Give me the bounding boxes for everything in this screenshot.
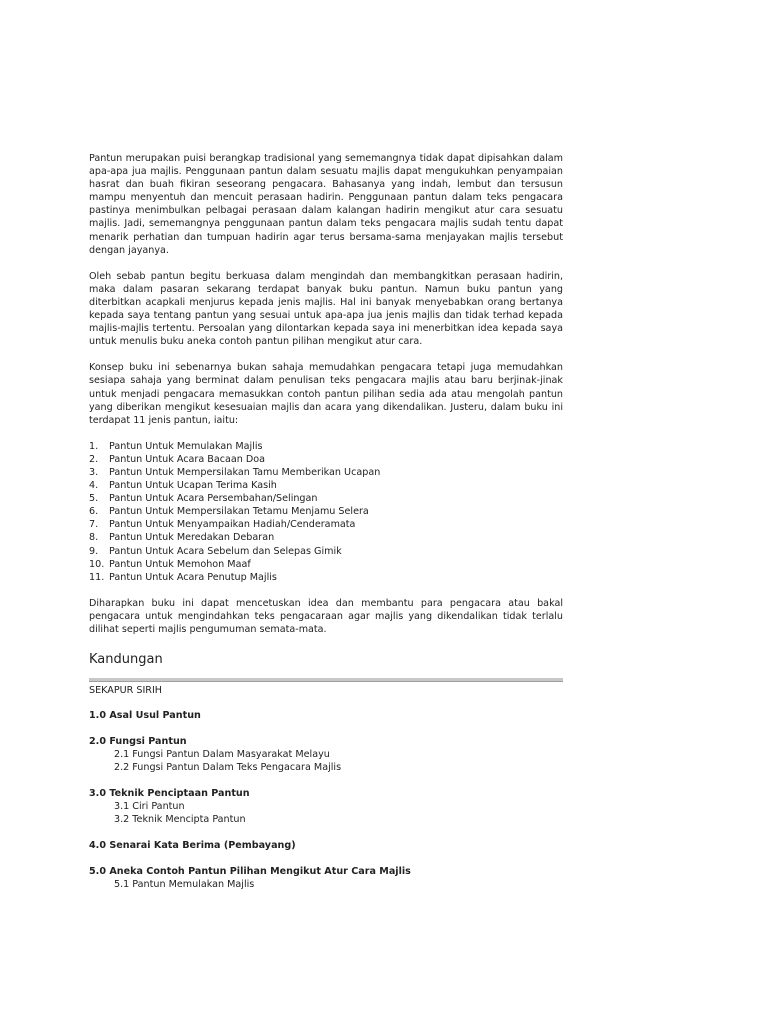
toc-section-title: 2.0 Fungsi Pantun — [89, 736, 187, 747]
toc-subsection: 5.1 Pantun Memulakan Majlis — [114, 879, 255, 890]
list-item: 7. Pantun Untuk Menyampaikan Hadiah/Cenderamata — [89, 519, 356, 531]
toc-section — [89, 735, 563, 774]
list-item: 6. Pantun Untuk Mempersilakan Tetamu Menjamu Selera — [89, 506, 369, 518]
toc-subsection: 2.1 Fungsi Pantun Dalam Masyarakat Melayu — [114, 749, 330, 760]
toc-section — [89, 865, 563, 891]
list-item: 8. Pantun Untuk Meredakan Debaran — [89, 532, 275, 544]
intro-paragraph-3: Konsep buku ini sebenarnya bukan sahaja memudahkan pengacara tetapi juga memudahkan sesiapa sahaja yang berminat dalam penulisan teks pengacara majlis atau baru berjinak-jinak untuk menjadi pengacara memasukkan contoh pantun pilihan sedia ada atau mengolah pantun yang diberikan mengikut kesesuaian majlis dan acara yang dikendalikan. Justeru, dalam buku ini terdapat 11 jenis pantun, iaitu: — [89, 362, 563, 426]
intro-paragraph-1: Pantun merupakan puisi berangkap tradisional yang sememangnya tidak dapat dipisahkan dalam apa-apa jua majlis. Penggunaan pantun dalam sesuatu majlis dapat mengukuhkan penyampaian hasrat dan buah fikiran seseorang pengacara. Bahasanya yang indah, lembut dan tersusun mampu menyentuh dan mencuit perasaan hadirin. Penggunaan pantun dalam teks pengacara pastinya menimbulkan pelbagai perasaan dalam kalangan hadirin mengikut atur cara sesuatu majlis. Jadi, sememangnya penggunaan pantun dalam teks pengacara majlis sudah tentu dapat menarik perhatian dan tumpuan hadirin agar terus bersama-sama menjayakan majlis tersebut dengan jayanya. — [89, 153, 563, 256]
list-item: 4. Pantun Untuk Ucapan Terima Kasih — [89, 480, 277, 492]
table-of-contents — [89, 684, 563, 904]
list-item: 10. Pantun Untuk Memohon Maaf — [89, 558, 251, 570]
list-item: 2. Pantun Untuk Acara Bacaan Doa — [89, 453, 266, 465]
toc-section-title: 1.0 Asal Usul Pantun — [89, 710, 201, 721]
list-item: 9. Pantun Untuk Acara Sebelum dan Selepas Gimik — [89, 545, 342, 557]
list-item: 5. Pantun Untuk Acara Persembahan/Selingan — [89, 493, 318, 505]
list-item: 3. Pantun Untuk Mempersilakan Tamu Memberikan Ucapan — [89, 466, 381, 478]
pantun-type-list — [89, 440, 563, 584]
list-item: 11. Pantun Untuk Acara Penutup Majlis — [89, 571, 277, 583]
toc-section — [89, 709, 563, 722]
toc-divider — [89, 678, 563, 682]
toc-section-title: 5.0 Aneka Contoh Pantun Pilihan Mengikut Atur Cara Majlis — [89, 866, 411, 877]
intro-text — [89, 152, 563, 649]
toc-section-title: 4.0 Senarai Kata Berima (Pembayang) — [89, 840, 296, 851]
toc-subsection: 3.1 Ciri Pantun — [114, 801, 185, 812]
toc-preface: SEKAPUR SIRIH — [89, 685, 162, 696]
intro-paragraph-2: Oleh sebab pantun begitu berkuasa dalam mengindah dan membangkitkan perasaan hadirin, maka dalam pasaran sekarang terdapat banyak buku pantun. Namun buku pantun yang diterbitkan acapkali menjurus kepada jenis majlis. Hal ini banyak menyebabkan orang bertanya kepada saya tentang pantun yang sesuai untuk apa-apa jua jenis majlis dan tidak terhad kepada majlis-majlis tertentu. Persoalan yang dilontarkan kepada saya ini menerbitkan idea kepada saya untuk menulis buku aneka contoh pantun pilihan mengikut atur cara. — [89, 270, 563, 348]
toc-section — [89, 839, 563, 852]
toc-subsection: 3.2 Teknik Mencipta Pantun — [114, 814, 246, 825]
toc-heading: Kandungan — [89, 652, 163, 667]
closing-paragraph: Diharapkan buku ini dapat mencetuskan idea dan membantu para pengacara atau bakal pengacara untuk mengindahkan teks pengacaraan agar majlis yang dikendalikan tidak terlalu dilihat seperti majlis pengumuman semata-mata. — [89, 597, 563, 635]
toc-section-title: 3.0 Teknik Penciptaan Pantun — [89, 788, 250, 799]
toc-section — [89, 787, 563, 826]
toc-subsection: 2.2 Fungsi Pantun Dalam Teks Pengacara Majlis — [114, 762, 342, 773]
list-item: 1. Pantun Untuk Memulakan Majlis — [89, 440, 263, 452]
